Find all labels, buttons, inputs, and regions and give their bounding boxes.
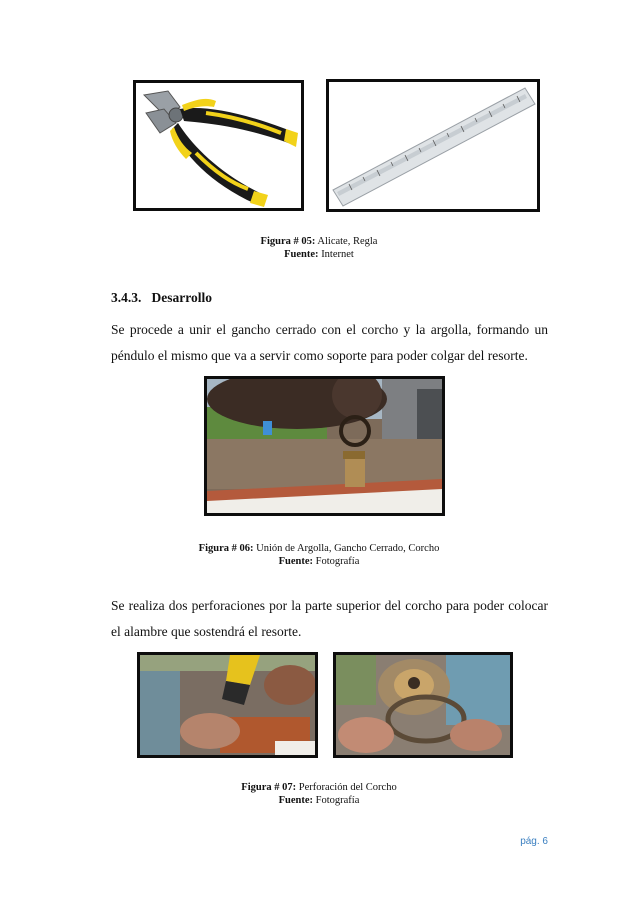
figure-05-caption [0,235,638,261]
section-title: Desarrollo [151,290,212,305]
section-number: 3.4.3. [111,290,142,305]
figure-07-source-label: Fuente: [278,795,314,806]
cork-ring-photo [333,652,513,758]
page-number: pág. 6 [520,836,548,847]
ruler-image [326,79,540,212]
figure-05-source: Internet [321,249,354,260]
section-heading [111,290,212,306]
figure-07-title: Perforación del Corcho [298,782,397,793]
figure-05-title: Alicate, Regla [317,236,378,247]
figure-05-label: Figura # 05: [260,236,316,247]
pendulum-photo [204,376,445,516]
figure-07-label: Figura # 07: [241,782,297,793]
figure-06-caption [0,542,638,568]
figure-07-caption [0,781,638,807]
figure-06-title: Unión de Argolla, Gancho Cerrado, Corcho [256,543,440,554]
figure-07-source: Fotografía [315,795,360,806]
drilling-photo [137,652,318,758]
figure-06-label: Figura # 06: [198,543,254,554]
figure-06-source-label: Fuente: [278,556,314,567]
pliers-image [133,80,304,211]
figure-05-source-label: Fuente: [284,249,319,260]
paragraph-1: Se procede a unir el gancho cerrado con el corcho y la argolla, formando un péndulo el mismo que va a servir como soporte para poder colgar del resorte. [111,322,548,363]
figure-06-source: Fotografía [315,556,360,567]
paragraph-2: Se realiza dos perforaciones por la parte superior del corcho para poder colocar el alambre que sostendrá el resorte. [111,598,548,639]
